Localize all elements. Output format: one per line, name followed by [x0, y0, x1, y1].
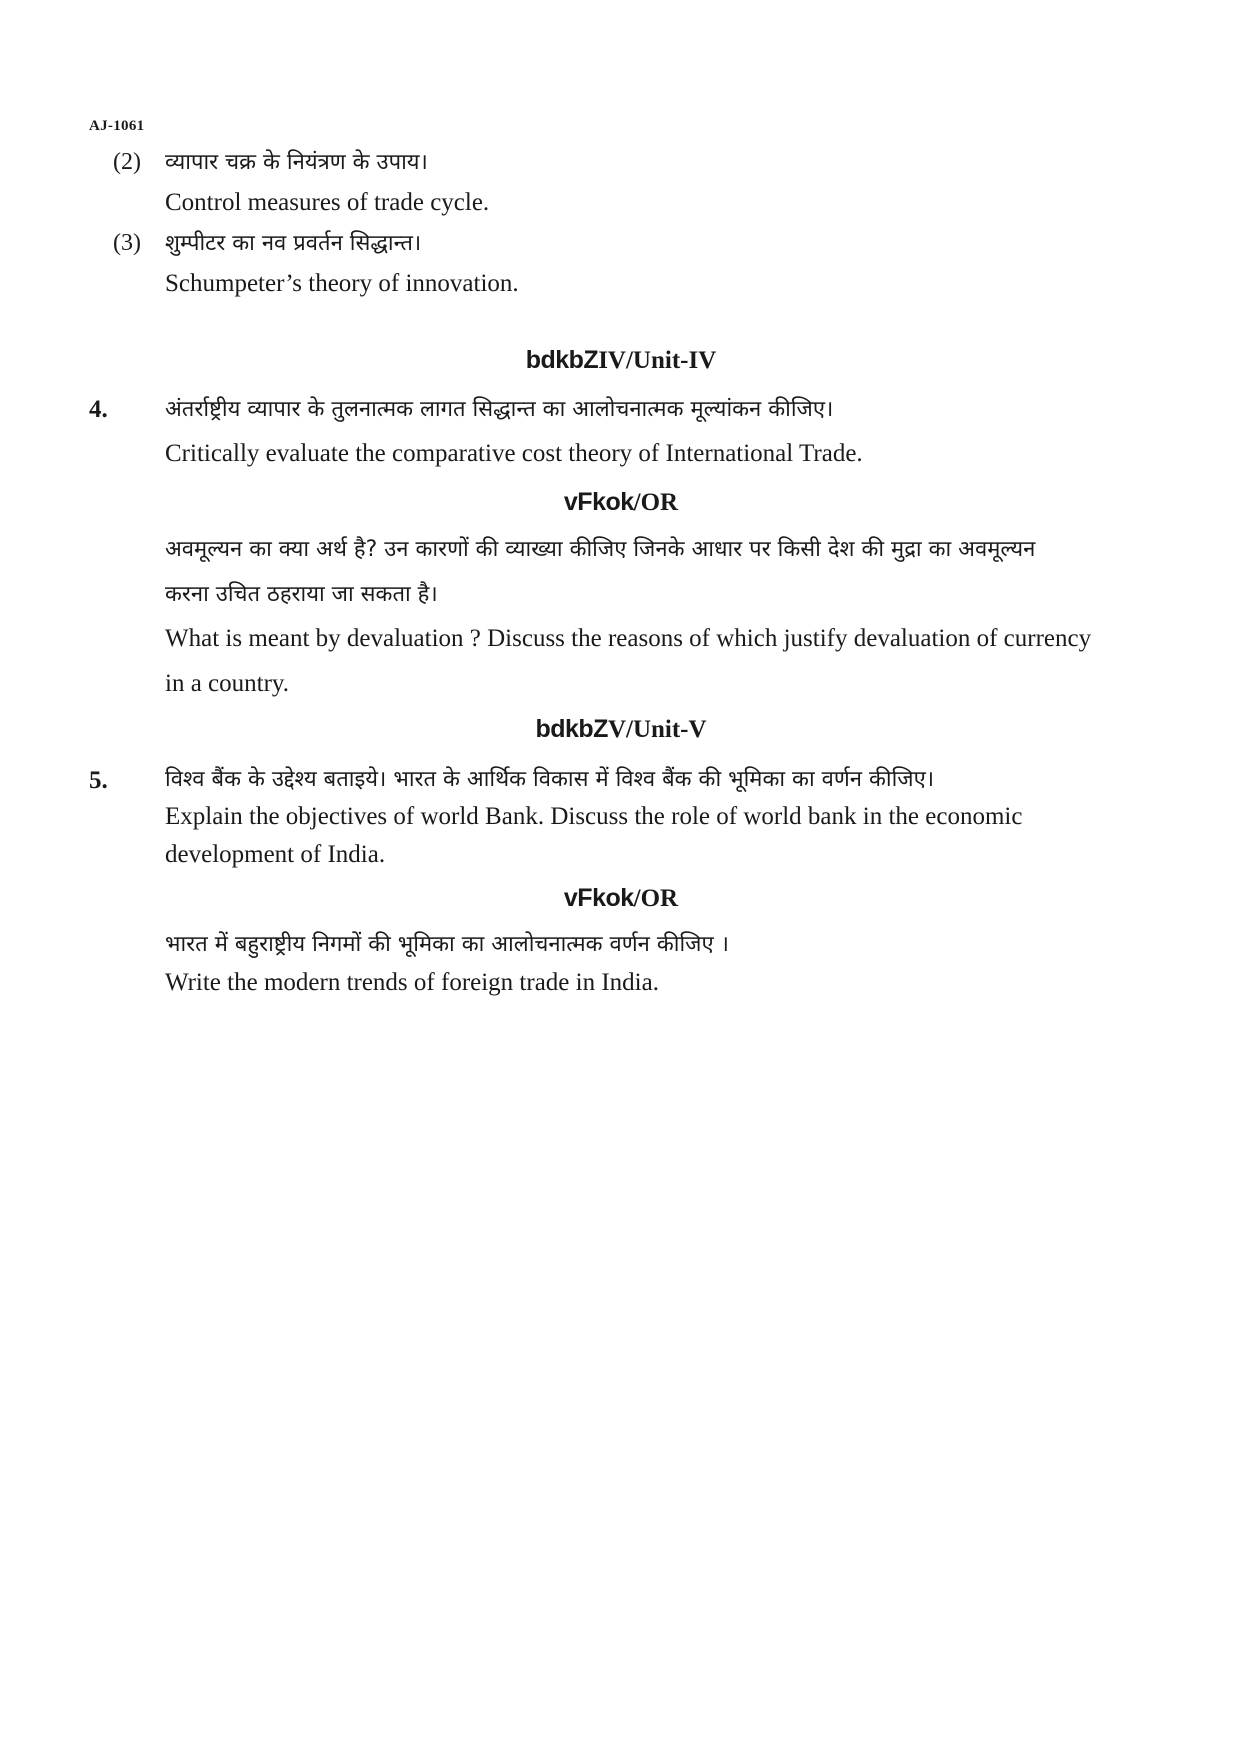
unit-heading	[0, 343, 1242, 378]
or-text: /OR	[633, 885, 679, 912]
unit-heading-text: V/Unit-V	[607, 716, 707, 743]
alt-question-hindi: भारत में बहुराष्ट्रीय निगमों की भूमिका का आलोचनात्मक वर्णन कीजिए ।	[165, 932, 729, 957]
question-hindi: विश्व बैंक के उद्देश्य बताइये। भारत के आर्थिक विकास में विश्व बैंक की भूमिका का वर्णन कीजिए।	[165, 767, 935, 792]
alt-question-english: Write the modern trends of foreign trade in India.	[165, 969, 659, 996]
question-english-line1: Explain the objectives of world Bank. Discuss the role of world bank in the economic	[165, 803, 1023, 830]
item-english: Control measures of trade cycle.	[165, 189, 490, 216]
alt-question-english-line2: in a country.	[165, 670, 290, 697]
question-number: 5.	[89, 767, 108, 794]
alt-question-english-line1: What is meant by devaluation ? Discuss the reasons of which justify devaluation of currency	[165, 625, 1092, 652]
alt-question-hindi-line2: करना उचित ठहराया जा सकता है।	[165, 582, 438, 607]
paper-code: AJ-1061	[89, 118, 145, 134]
question-english-line2: development of India.	[165, 841, 386, 868]
item-number: (2)	[113, 149, 141, 175]
or-text: /OR	[633, 489, 679, 516]
item-number: (3)	[113, 230, 141, 256]
item-hindi: व्यापार चक्र के नियंत्रण के उपाय।	[165, 150, 428, 175]
unit-heading-legacy-font: bdkbZ	[525, 346, 599, 374]
unit-heading-legacy-font: bdkbZ	[535, 715, 608, 743]
item-hindi: शुम्पीटर का नव प्रवर्तन सिद्धान्त।	[165, 231, 422, 256]
alt-question-hindi-line1: अवमूल्यन का क्या अर्थ है? उन कारणों की व्याख्या कीजिए जिनके आधार पर किसी देश की मुद्रा का अवमूल्यन	[165, 537, 1036, 562]
question-hindi: अंतर्राष्ट्रीय व्यापार के तुलनात्मक लागत सिद्धान्त का आलोचनात्मक मूल्यांकन कीजिए।	[165, 397, 834, 422]
item-english: Schumpeter’s theory of innovation.	[165, 270, 519, 297]
question-number: 4.	[89, 396, 108, 423]
unit-heading-text: IV/Unit-IV	[598, 347, 717, 374]
unit-heading	[0, 712, 1242, 747]
or-legacy-font: vFkok	[563, 488, 634, 516]
or-heading	[0, 881, 1242, 916]
or-legacy-font: vFkok	[563, 884, 634, 912]
or-heading	[0, 485, 1242, 520]
question-english: Critically evaluate the comparative cost theory of International Trade.	[165, 440, 863, 467]
